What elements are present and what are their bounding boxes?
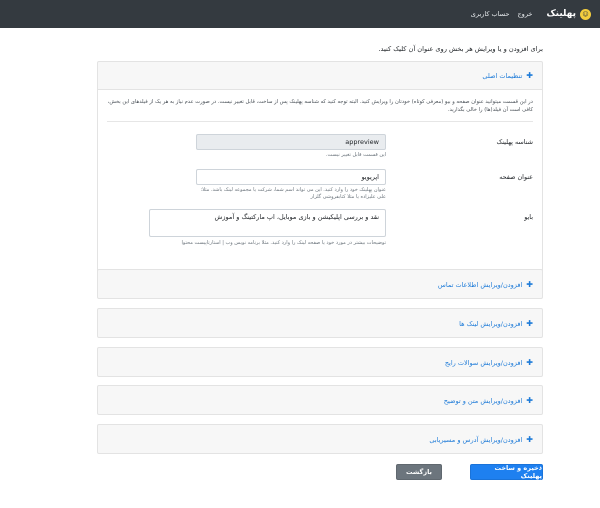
faq-section-title: افزودن/ویرایش سوالات رایج bbox=[444, 359, 523, 367]
divider bbox=[107, 121, 533, 122]
faq-section-header[interactable] bbox=[98, 348, 542, 378]
faq-section-card[interactable] bbox=[97, 347, 543, 377]
main-settings-header[interactable] bbox=[98, 62, 542, 89]
top-navbar bbox=[0, 0, 600, 28]
intro-text: برای افزودن و یا ویرایش هر بخش روی عنوان آن کلیک کنید. bbox=[378, 45, 543, 53]
logout-link[interactable]: خروج bbox=[517, 10, 533, 18]
contact-section-title: افزودن/ویرایش اطلاعات تماس bbox=[437, 281, 523, 289]
text-section-header[interactable] bbox=[98, 386, 542, 416]
id-label: شناسه پهلینک bbox=[496, 138, 533, 146]
title-field[interactable]: اپریویو bbox=[196, 169, 386, 185]
text-section-title: افزودن/ویرایش متن و توضیح bbox=[443, 397, 523, 405]
main-settings-description: در این قسمت میتوانید عنوان صفحه و بیو (معرفی کوتاه) خودتان را ویرایش کنید. البته توجه کنید که شناسه پهلینک پس از ساخت، قابل تغییر نیست. در صورت عدم نیاز به هر یک از فیلدهای این بخش، کافی است آن فیلد(ها) را خالی بگذارید. bbox=[107, 99, 533, 113]
address-section-title: افزودن/ویرایش آدرس و مسیریابی bbox=[429, 436, 523, 444]
plus-icon: ✚ bbox=[526, 396, 533, 405]
brand-name: پهلینک bbox=[546, 9, 576, 19]
contact-section-card[interactable] bbox=[97, 269, 543, 299]
plus-icon: ✚ bbox=[526, 70, 533, 80]
brand-logo-icon: ☺ bbox=[580, 9, 591, 20]
contact-section-header[interactable] bbox=[98, 270, 542, 300]
links-section-card[interactable] bbox=[97, 308, 543, 338]
title-help-line-2: علی علیزاده یا مثلا کتابفروشی گلزار bbox=[310, 194, 386, 200]
back-button[interactable]: بازگشت bbox=[396, 464, 442, 480]
account-link[interactable]: حساب کاربری bbox=[470, 10, 510, 18]
address-section-card[interactable] bbox=[97, 424, 543, 454]
main-settings-card bbox=[97, 61, 543, 281]
title-help bbox=[196, 187, 386, 201]
plus-icon: ✚ bbox=[526, 319, 533, 328]
brand[interactable] bbox=[546, 9, 591, 20]
plus-icon: ✚ bbox=[526, 358, 533, 367]
plus-icon: ✚ bbox=[526, 435, 533, 444]
bio-textarea[interactable] bbox=[149, 209, 386, 237]
id-help: این قسمت قابل تغییر نیست. bbox=[325, 152, 386, 158]
save-button[interactable]: ذخیره و ساخت پهلینک bbox=[470, 464, 543, 480]
address-section-header[interactable] bbox=[98, 425, 542, 455]
links-section-header[interactable] bbox=[98, 309, 542, 339]
title-help-line-1: عنوان پهلینک خود را وارد کنید. این می تواند اسم شما، شرکت یا مجموعه لینک باشد. مثلا: bbox=[200, 187, 386, 193]
id-field: appreview bbox=[196, 134, 386, 150]
main-settings-body bbox=[98, 89, 542, 281]
bio-label: بایو bbox=[524, 213, 533, 221]
plus-icon: ✚ bbox=[526, 280, 533, 289]
links-section-title: افزودن/ویرایش لینک ها bbox=[459, 320, 523, 328]
text-section-card[interactable] bbox=[97, 385, 543, 415]
bio-help: توضیحات بیشتر در مورد خود یا صفحه لینک را وارد کنید. مثلا برنامه نویس وب | استارتاپیست محتوا bbox=[181, 240, 386, 246]
title-label: عنوان صفحه bbox=[499, 173, 533, 181]
main-settings-title: تنظیمات اصلی bbox=[482, 71, 523, 80]
